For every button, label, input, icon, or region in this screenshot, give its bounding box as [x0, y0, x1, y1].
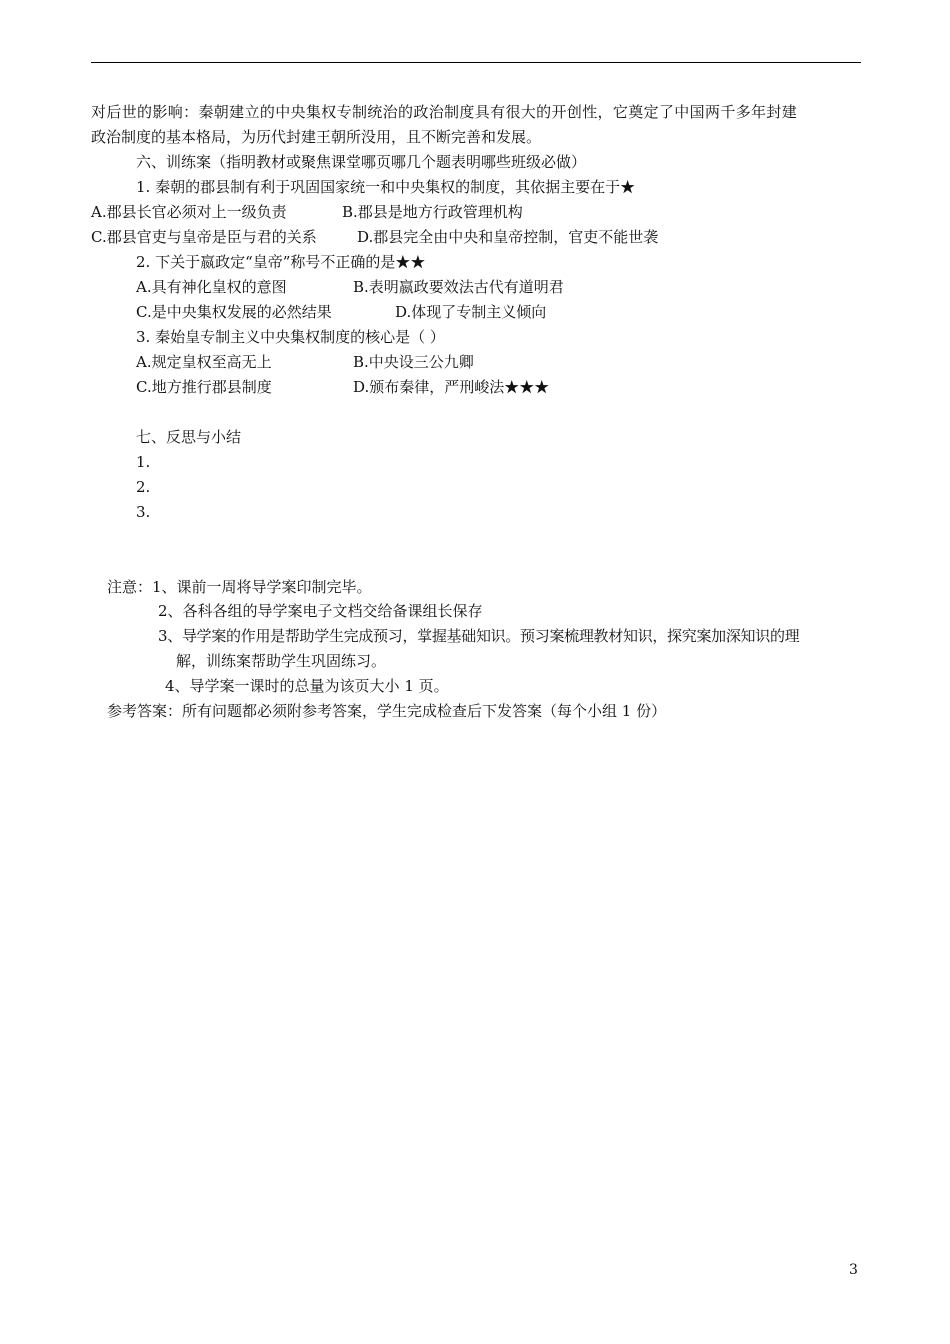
q2-option-c: C.是中央集权发展的必然结果 [136, 303, 332, 321]
q3-option-row-1 [136, 352, 474, 372]
q3-option-c: C.地方推行郡县制度 [136, 378, 272, 396]
answer-note: 参考答案：所有问题都必须附参考答案，学生完成检查后下发答案（每个小组 1 份） [107, 702, 667, 720]
reflection-item-3: 3. [136, 503, 151, 521]
q2-option-a: A.具有神化皇权的意图 [136, 278, 287, 296]
q1-option-row-1 [91, 202, 523, 222]
q3-stem: 3. 秦始皇专制主义中央集权制度的核心是（ ） [136, 328, 445, 346]
q1-option-c: C.郡县官吏与皇帝是臣与君的关系 [91, 228, 317, 246]
training-heading: 六、训练案（指明教材或聚焦课堂哪页哪几个题表明哪些班级必做） [136, 153, 587, 171]
page-number: 3 [849, 1262, 858, 1278]
q3-option-d: D.颁布秦律，严刑峻法★★★ [353, 378, 550, 396]
reflection-heading: 七、反思与小结 [136, 428, 242, 446]
reflection-item-1: 1. [136, 453, 151, 471]
q1-stem: 1. 秦朝的郡县制有利于巩固国家统一和中央集权的制度，其依据主要在于★ [136, 178, 636, 196]
q1-option-a: A.郡县长官必须对上一级负责 [91, 203, 287, 221]
q1-option-b: B.郡县是地方行政管理机构 [342, 203, 523, 221]
q2-option-row-1 [136, 277, 564, 297]
q3-option-b: B.中央设三公九卿 [353, 353, 474, 371]
note-4: 4、导学案一课时的总量为该页大小 1 页。 [165, 677, 449, 695]
q3-option-a: A.规定皇权至高无上 [136, 353, 272, 371]
intro-line-2: 政治制度的基本格局，为历代封建王朝所没用，且不断完善和发展。 [91, 128, 542, 146]
header-rule [91, 62, 861, 63]
reflection-item-2: 2. [136, 478, 151, 496]
q1-option-d: D.郡县完全由中央和皇帝控制，官吏不能世袭 [357, 228, 659, 246]
q2-option-row-2 [136, 302, 547, 322]
q3-option-row-2 [136, 377, 550, 397]
note-1: 注意：1、课前一周将导学案印制完毕。 [107, 578, 372, 596]
q2-stem: 2. 下关于嬴政定“皇帝”称号不正确的是★★ [136, 253, 426, 271]
q2-option-b: B.表明嬴政要效法古代有道明君 [353, 278, 564, 296]
q2-option-d: D.体现了专制主义倾向 [395, 303, 547, 321]
q1-option-row-2 [91, 227, 659, 247]
intro-line-1: 对后世的影响：秦朝建立的中央集权专制统治的政治制度具有很大的开创性，它奠定了中国两千多年封建 [91, 103, 798, 121]
note-3-line-2: 解，训练案帮助学生巩固练习。 [176, 652, 387, 670]
note-2: 2、各科各组的导学案电子文档交给备课组长保存 [158, 602, 483, 620]
note-3-line-1: 3、导学案的作用是帮助学生完成预习，掌握基础知识。预习案梳理教材知识，探究案加深知识的理 [158, 627, 800, 645]
